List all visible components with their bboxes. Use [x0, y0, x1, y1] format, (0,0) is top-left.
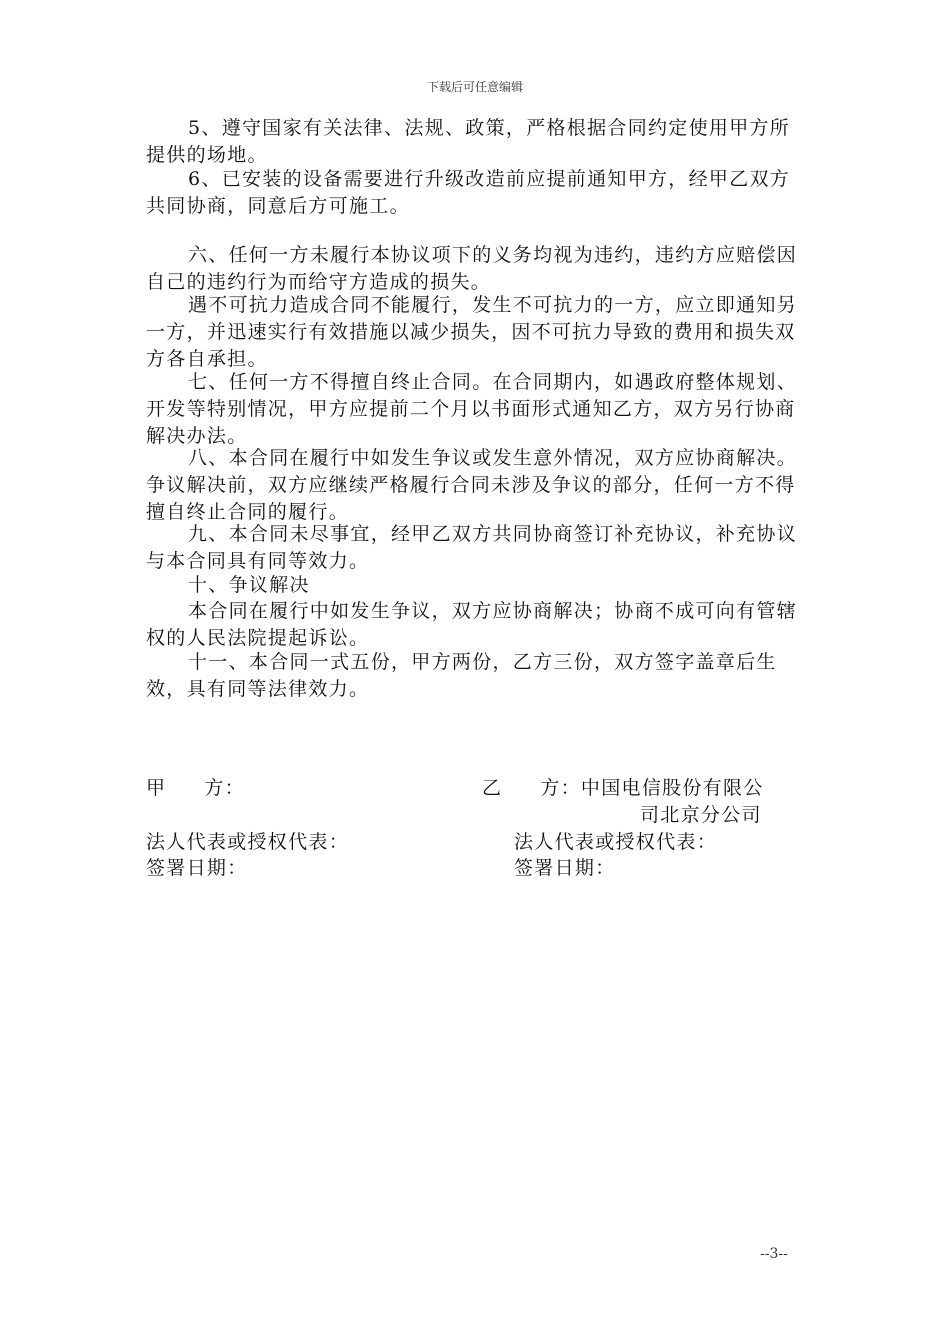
- party-b-label-char: 乙: [482, 777, 503, 799]
- party-b-label: [482, 775, 764, 802]
- clause-shiyi: 十一、本合同一式五份，甲方两份，乙方三份，双方签字盖章后生效，具有同等法律效力。: [146, 651, 777, 700]
- page-number: --3--: [760, 1246, 788, 1262]
- party-a-label-char: 甲: [146, 777, 167, 799]
- party-a-date-label: 签署日期：: [146, 857, 248, 879]
- clause-shi-heading: 十、争议解决: [188, 574, 310, 596]
- party-b-name-line2: 司北京分公司: [640, 804, 762, 826]
- clause-qi: 七、任何一方不得擅自终止合同。在合同期内，如遇政府整体规划、开发等特别情况，甲方应提前二个月以书面形式通知乙方，双方另行协商解决办法。: [146, 371, 798, 447]
- party-a-label-suffix: 方：: [204, 777, 245, 799]
- dispute-resolution-paragraph: 本合同在履行中如发生争议，双方应协商解决；协商不成可向有管辖权的人民法院提起诉讼。: [146, 600, 798, 649]
- party-b-name-line1: 中国电信股份有限公: [580, 777, 764, 799]
- party-a-label: [146, 775, 245, 802]
- party-b-date-label: 签署日期：: [514, 857, 616, 879]
- clause-jiu: 九、本合同未尽事宜，经甲乙双方共同协商签订补充协议，补充协议与本合同具有同等效力。: [146, 523, 798, 572]
- clause-ba: 八、本合同在履行中如发生争议或发生意外情况，双方应协商解决。争议解决前，双方应继续严格履行合同未涉及争议的部分，任何一方不得擅自终止合同的履行。: [146, 447, 798, 523]
- party-a-rep-label: 法人代表或授权代表：: [146, 831, 350, 853]
- clause-5: 5、遵守国家有关法律、法规、政策，严格根据合同约定使用甲方所提供的场地。: [146, 117, 791, 166]
- clause-liu: 六、任何一方未履行本协议项下的义务均视为违约，违约方应赔偿因自己的违约行为而给守方造成的损失。: [146, 244, 798, 293]
- force-majeure-paragraph: 遇不可抗力造成合同不能履行，发生不可抗力的一方，应立即通知另一方，并迅速实行有效措施以减少损失，因不可抗力导致的费用和损失双方各自承担。: [146, 294, 798, 370]
- party-b-label-suffix: 方：: [540, 777, 581, 799]
- page-header-note: 下载后可任意编辑: [426, 80, 523, 94]
- party-b-rep-label: 法人代表或授权代表：: [514, 831, 718, 853]
- clause-6: 6、已安装的设备需要进行升级改造前应提前通知甲方，经甲乙双方共同协商，同意后方可施工。: [146, 168, 791, 217]
